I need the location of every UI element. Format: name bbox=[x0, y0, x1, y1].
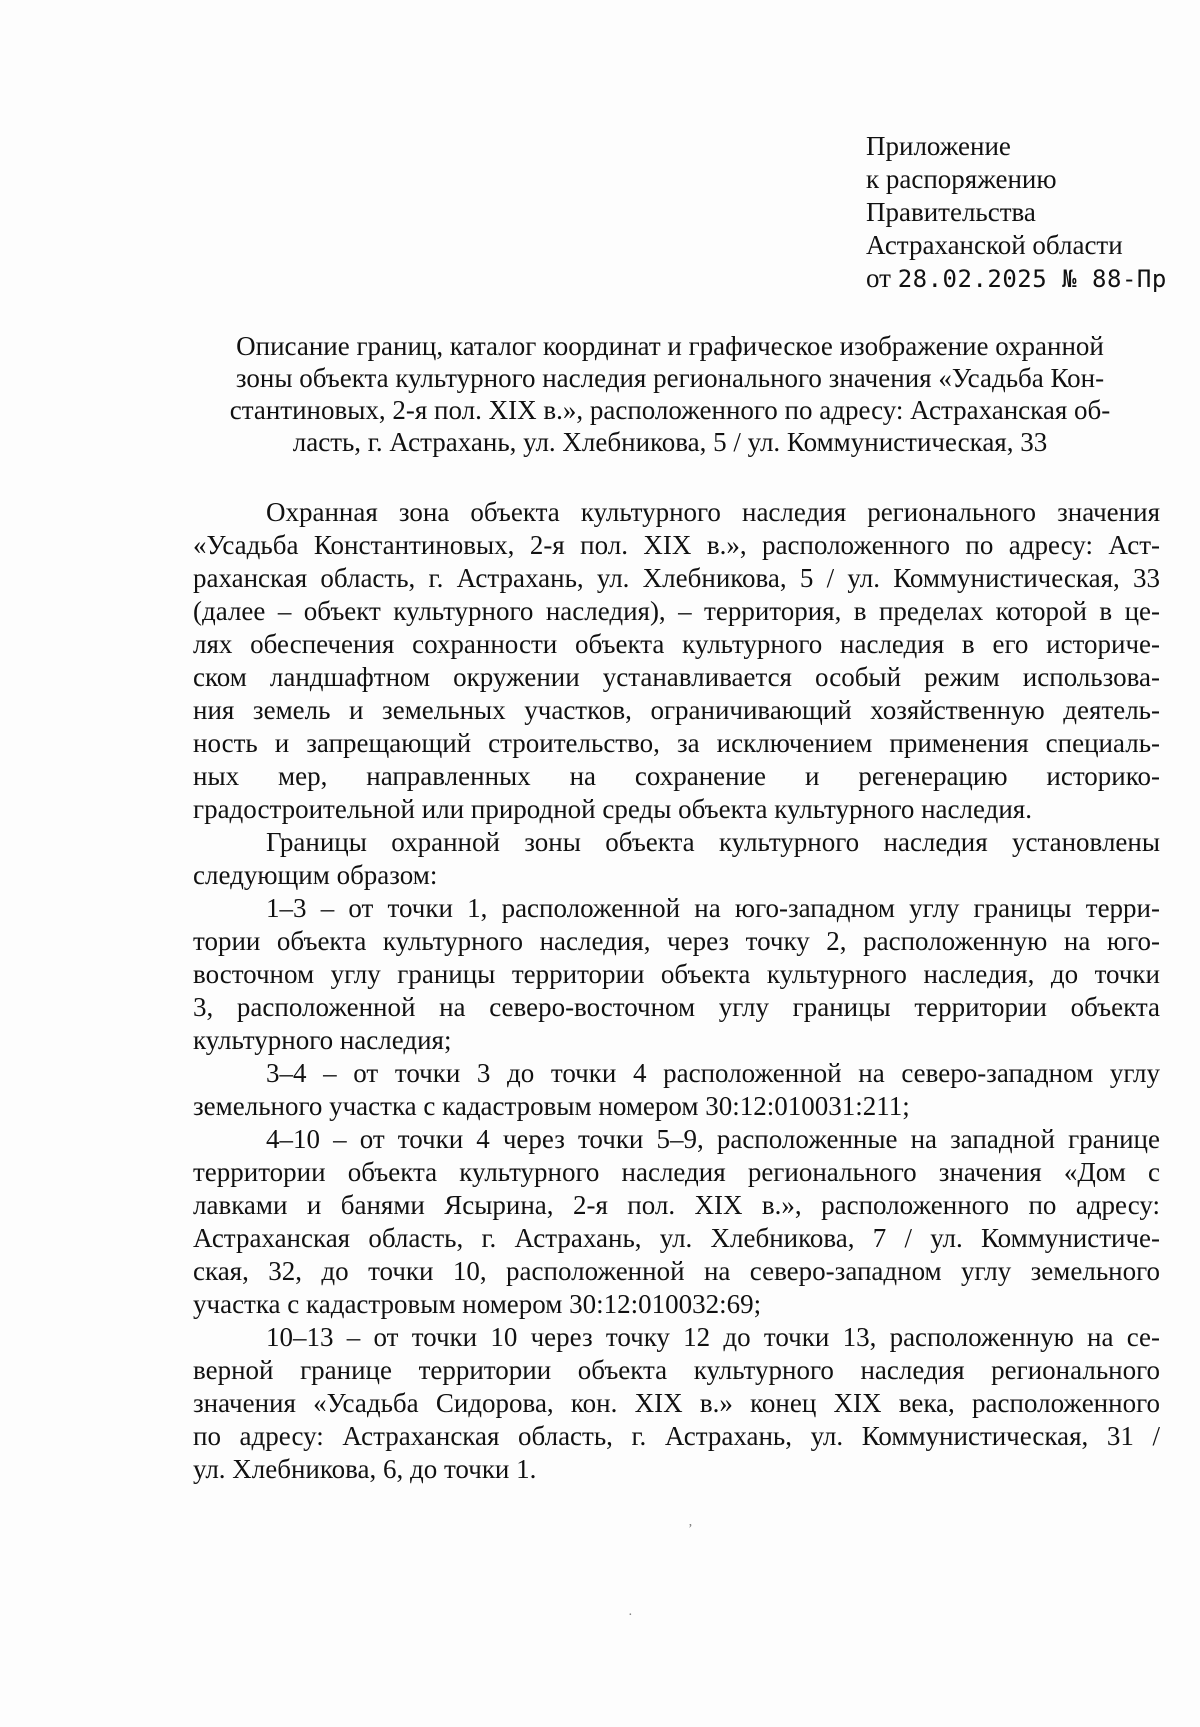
body-line: градостроительной или природной среды объекта культурного наследия. bbox=[193, 794, 1032, 824]
body-line: 4–10 – от точки 4 через точки 5–9, расположенные на западной границе bbox=[266, 1124, 1160, 1154]
body-line: тории объекта культурного наследия, через точку 2, расположенную на юго- bbox=[193, 926, 1160, 956]
document-body bbox=[193, 496, 1160, 1486]
body-line: ском ландшафтном окружении устанавливается особый режим использова- bbox=[193, 662, 1160, 692]
body-line: Астраханская область, г. Астрахань, ул. Хлебникова, 7 / ул. Коммунистиче- bbox=[193, 1223, 1160, 1253]
body-line: ность и запрещающий строительство, за исключением применения специаль- bbox=[193, 728, 1160, 758]
body-line: раханская область, г. Астрахань, ул. Хлебникова, 5 / ул. Коммунистическая, 33 bbox=[193, 563, 1160, 593]
body-line: культурного наследия; bbox=[193, 1025, 452, 1055]
body-line: «Усадьба Константиновых, 2-я пол. XIX в.», расположенного по адресу: Аст- bbox=[193, 530, 1160, 560]
body-line: восточном углу границы территории объекта культурного наследия, до точки bbox=[193, 959, 1160, 989]
scan-artifact: ’ bbox=[688, 1522, 693, 1537]
title-line: Описание границ, каталог координат и графическое изображение охранной bbox=[236, 331, 1104, 361]
body-line: ул. Хлебникова, 6, до точки 1. bbox=[193, 1454, 537, 1484]
body-line: 3–4 – от точки 3 до точки 4 расположенной на северо-западном углу bbox=[266, 1058, 1160, 1088]
body-line: лавками и банями Ясырина, 2-я пол. XIX в.», расположенного по адресу: bbox=[193, 1190, 1160, 1220]
appendix-line: Приложение bbox=[866, 131, 1011, 161]
body-line: значения «Усадьба Сидорова, кон. XIX в.» конец XIX века, расположенного bbox=[193, 1388, 1160, 1418]
appendix-block bbox=[866, 130, 1167, 296]
body-line: ская, 32, до точки 10, расположенной на северо-западном углу земельного bbox=[193, 1256, 1160, 1286]
body-line: ния земель и земельных участков, ограничивающий хозяйственную деятель- bbox=[193, 695, 1160, 725]
body-line: по адресу: Астраханская область, г. Астрахань, ул. Коммунистическая, 31 / bbox=[193, 1421, 1160, 1451]
appendix-line: Правительства bbox=[866, 197, 1036, 227]
body-line: участка с кадастровым номером 30:12:010032:69; bbox=[193, 1289, 762, 1319]
document-title bbox=[190, 330, 1150, 458]
body-line: 1–3 – от точки 1, расположенной на юго-западном углу границы терри- bbox=[266, 893, 1160, 923]
appendix-date-number: 28.02.2025 № 88-Пр bbox=[897, 265, 1167, 293]
body-line: Границы охранной зоны объекта культурного наследия установлены bbox=[266, 827, 1160, 857]
appendix-date-prefix: от bbox=[866, 263, 891, 293]
body-line: лях обеспечения сохранности объекта культурного наследия в его историче- bbox=[193, 629, 1160, 659]
body-line: Охранная зона объекта культурного наследия регионального значения bbox=[266, 497, 1160, 527]
body-line: территории объекта культурного наследия регионального значения «Дом с bbox=[193, 1157, 1160, 1187]
title-line: зоны объекта культурного наследия регионального значения «Усадьба Кон- bbox=[235, 363, 1105, 393]
appendix-line: Астраханской области bbox=[866, 230, 1123, 260]
title-line: стантиновых, 2-я пол. XIX в.», расположенного по адресу: Астраханская об- bbox=[229, 395, 1111, 425]
body-line: 3, расположенной на северо-восточном углу границы территории объекта bbox=[193, 992, 1160, 1022]
body-line: земельного участка с кадастровым номером 30:12:010031:211; bbox=[193, 1091, 910, 1121]
body-line: (далее – объект культурного наследия), – территория, в пределах которой в це- bbox=[193, 596, 1160, 626]
body-line: ных мер, направленных на сохранение и регенерацию историко- bbox=[193, 761, 1160, 791]
scan-artifact: · bbox=[628, 1608, 633, 1623]
appendix-date-line bbox=[866, 262, 1167, 296]
body-line: 10–13 – от точки 10 через точку 12 до точки 13, расположенную на се- bbox=[266, 1322, 1160, 1352]
title-line: ласть, г. Астрахань, ул. Хлебникова, 5 / ул. Коммунистическая, 33 bbox=[292, 427, 1048, 457]
appendix-line: к распоряжению bbox=[866, 164, 1057, 194]
body-line: следующим образом: bbox=[193, 860, 438, 890]
body-line: верной границе территории объекта культурного наследия регионального bbox=[193, 1355, 1160, 1385]
